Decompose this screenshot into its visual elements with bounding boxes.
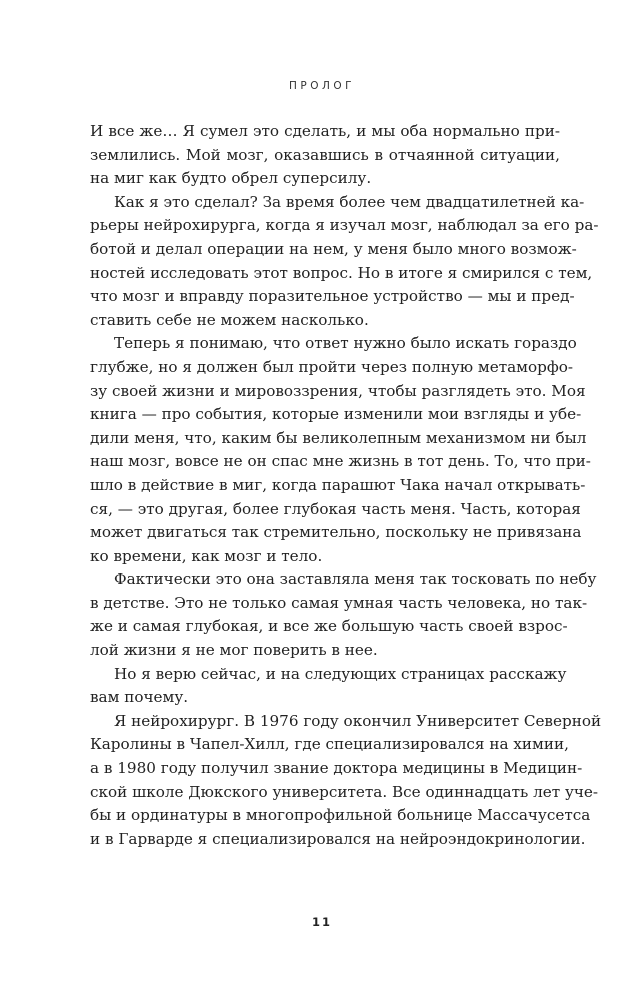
running-head: ПРОЛОГ [288,80,356,92]
text-line: ностей исследовать этот вопрос. Но в итоге я смирился с тем, [90,263,593,282]
text-line: И все же… Я сумел это сделать, и мы оба нормально при- [90,122,560,140]
page-number: 11 [311,915,332,929]
text-line: рьеры нейрохирурга, когда я изучал мозг, наблюдал за его ра- [90,216,599,235]
body-text [90,120,602,851]
text-line: вам почему. [90,688,189,707]
text-line: ставить себе не можем насколько. [90,310,369,329]
text-line: бы и ординатуры в многопрофильной больнице Массачусетса [90,806,591,825]
text-line: ко времени, как мозг и тело. [90,546,323,565]
text-line: может двигаться так стремительно, поскольку не привязана [90,523,582,542]
text-line: Каролины в Чапел-Хилл, где специализировался на химии, [90,735,569,754]
text-line: Фактически это она заставляла меня так тосковать по небу [114,570,597,589]
text-line: Но я верю сейчас, и на следующих страницах расскажу [114,664,567,683]
text-line: на миг как будто обрел суперсилу. [90,169,372,188]
text-line: а в 1980 году получил звание доктора медицины в Медицин- [90,759,583,778]
text-line: землились. Мой мозг, оказавшись в отчаянной ситуации, [90,145,560,164]
text-line: Как я это сделал? За время более чем двадцатилетней ка- [114,192,585,211]
text-line: книга — про события, которые изменили мои взгляды и убе- [90,405,582,424]
text-line: шло в действие в миг, когда парашют Чака начал открывать- [90,475,586,494]
text-line: Я нейрохирург. В 1976 году окончил Университет Северной [114,711,602,730]
text-line: ской школе Дюкского университета. Все одиннадцать лет уче- [90,782,599,801]
text-line: зу своей жизни и мировоззрения, чтобы разглядеть это. Моя [90,381,586,400]
text-line: и в Гарварде я специализировался на нейроэндокринологии. [90,829,586,848]
text-line: наш мозг, вовсе не он спас мне жизнь в тот день. То, что при- [90,452,591,471]
text-line: в детстве. Это не только самая умная часть человека, но так- [90,593,588,612]
text-line: лой жизни я не мог поверить в нее. [90,641,378,660]
text-line: Теперь я понимаю, что ответ нужно было искать гораздо [114,334,577,353]
text-line: ся, — это другая, более глубокая часть меня. Часть, которая [90,499,581,518]
text-line: глубже, но я должен был пройти через полную метаморфо- [90,357,573,376]
text-line: что мозг и вправду поразительное устройство — мы и пред- [90,287,575,306]
text-line: ботой и делал операции на нем, у меня было много возмож- [90,239,577,258]
text-line: дили меня, что, каким бы великолепным механизмом ни был [90,428,587,447]
text-line: же и самая глубокая, и все же большую часть своей взрос- [90,617,568,636]
